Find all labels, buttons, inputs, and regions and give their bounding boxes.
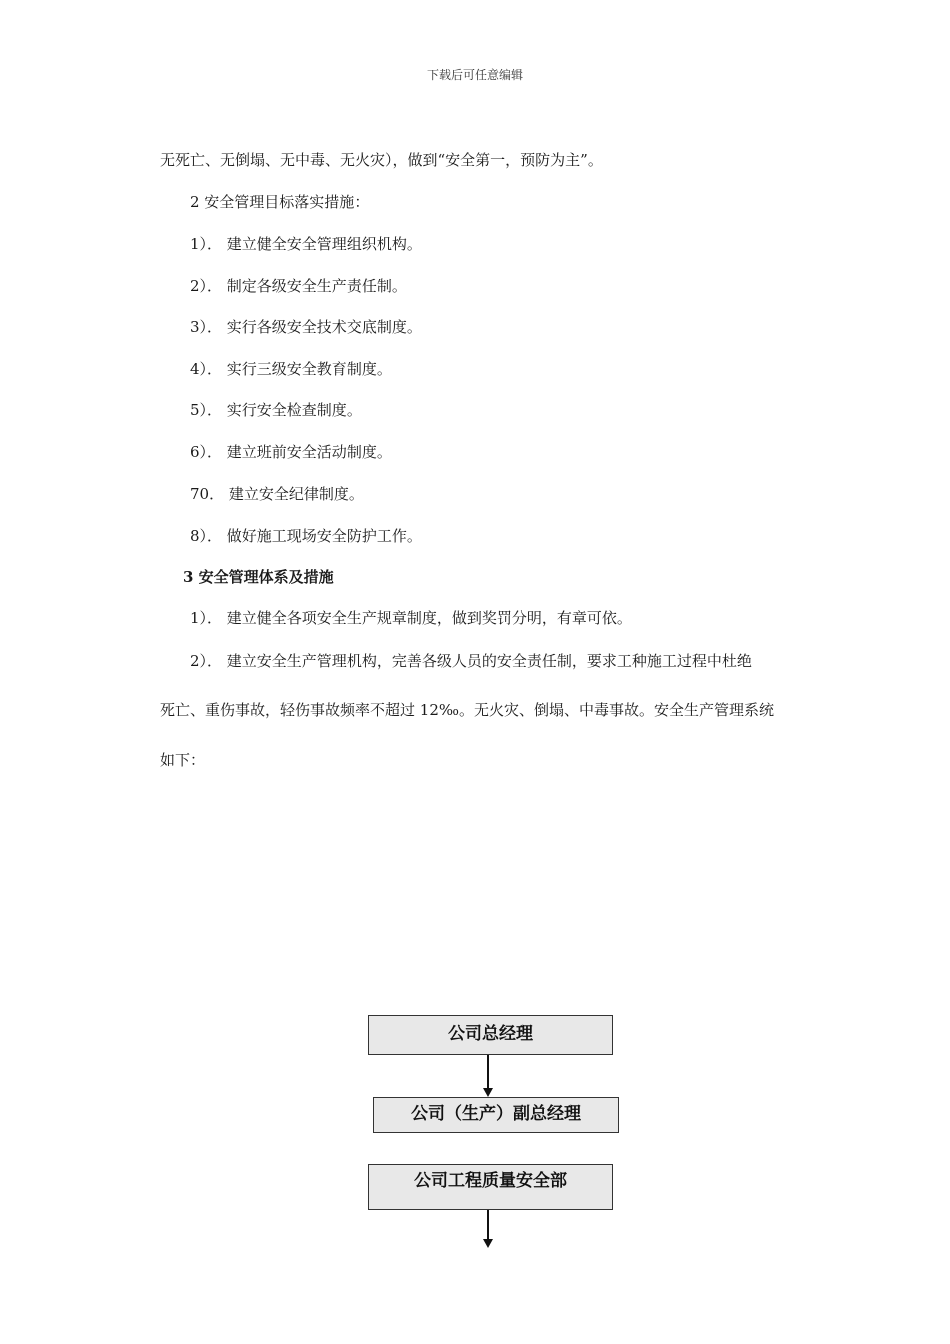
paragraph-line: 死亡、重伤事故，轻伤事故频率不超过 12‰。无火灾、倒塌、中毒事故。安全生产管理系统: [160, 701, 774, 719]
page-header-note: 下载后可任意编辑: [426, 68, 523, 82]
list-item: 8）． 做好施工现场安全防护工作。: [190, 527, 422, 545]
org-box-deputy-manager: 公司（生产）副总经理: [373, 1097, 619, 1133]
list-item: 1）． 建立健全安全管理组织机构。: [190, 235, 422, 253]
list-item: 1）． 建立健全各项安全生产规章制度，做到奖罚分明，有章可依。: [190, 609, 632, 627]
list-item: 4）． 实行三级安全教育制度。: [190, 360, 392, 378]
list-item: 2）． 建立安全生产管理机构，完善各级人员的安全责任制，要求工种施工过程中杜绝: [190, 652, 752, 670]
section-heading-3: 3 安全管理体系及措施: [183, 568, 334, 586]
arrow-connector: [487, 1210, 489, 1240]
paragraph-continuation: 无死亡、无倒塌、无中毒、无火灾），做到“安全第一，预防为主”。: [160, 151, 603, 169]
arrow-connector: [487, 1055, 489, 1088]
list-item: 2）． 制定各级安全生产责任制。: [190, 277, 407, 295]
list-item: 70． 建立安全纪律制度。: [190, 485, 364, 503]
arrow-head-icon: [483, 1239, 493, 1248]
paragraph-line: 如下：: [160, 751, 206, 769]
org-box-quality-safety-dept: 公司工程质量安全部: [368, 1164, 613, 1210]
list-item: 6）． 建立班前安全活动制度。: [190, 443, 392, 461]
list-item: 5）． 实行安全检查制度。: [190, 401, 362, 419]
section-heading-2: 2 安全管理目标落实措施：: [190, 193, 370, 211]
arrow-head-icon: [483, 1088, 493, 1097]
org-box-general-manager: 公司总经理: [368, 1015, 613, 1055]
list-item: 3）． 实行各级安全技术交底制度。: [190, 318, 422, 336]
